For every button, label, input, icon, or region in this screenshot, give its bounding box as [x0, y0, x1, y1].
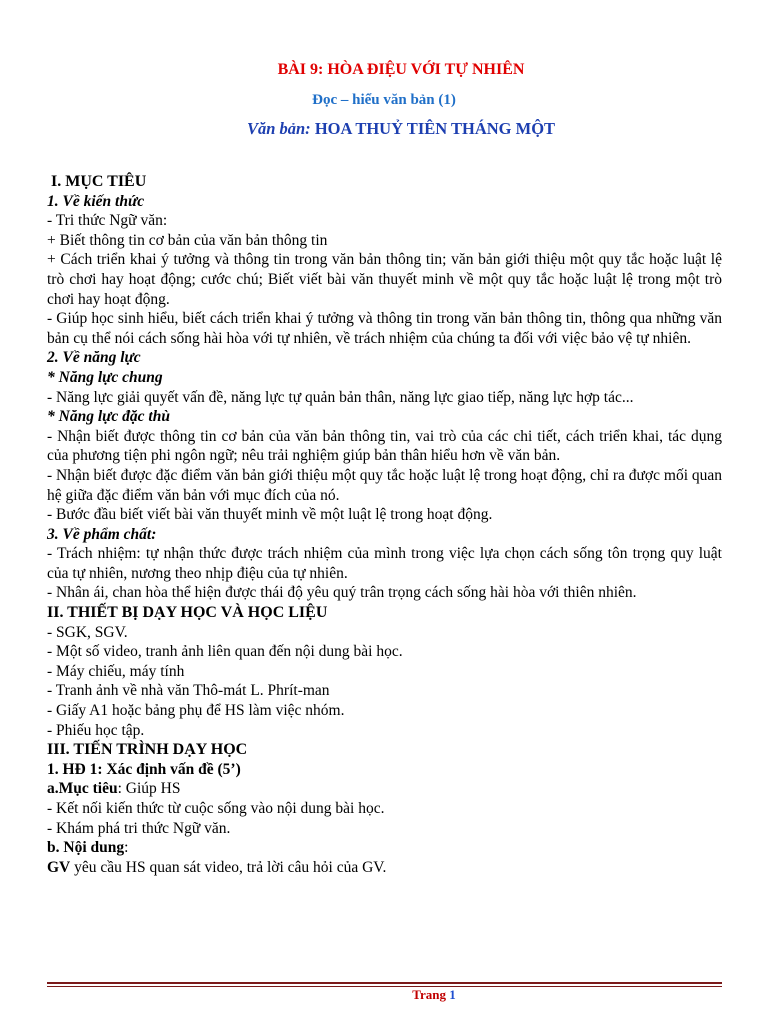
- objective-text: : Giúp HS: [117, 780, 181, 798]
- list-item: - Phiếu học tập.: [47, 721, 145, 739]
- page-number: 1: [449, 987, 456, 1002]
- list-item: - Một số video, tranh ảnh liên quan đến nội dung bài học.: [47, 643, 403, 661]
- paragraph: [47, 779, 722, 799]
- page-footer: [0, 987, 768, 1003]
- list-item: - Tranh ảnh về nhà văn Thô-mát L. Phrít-man: [47, 682, 330, 700]
- subheading-qualities: 3. Về phẩm chất:: [47, 525, 157, 543]
- lesson-title: BÀI 9: HÒA ĐIỆU VỚI TỰ NHIÊN: [277, 61, 525, 78]
- text-title-lead: Văn bản:: [246, 119, 311, 138]
- paragraph: + Cách triển khai ý tưởng và thông tin trong văn bản thông tin; văn bản giới thiệu một quy tắc hoặc luật lệ trò chơi hay hoạt động; cước chú; Biết viết bài văn thuyết minh về một quy tắc hoặc luật lệ trong một trò chơi hay hoạt động.: [47, 251, 722, 308]
- subheading-competence: 2. Về năng lực: [47, 349, 141, 367]
- subheading-general-competence: * Năng lực chung: [47, 368, 163, 386]
- label-objective: a.Mục tiêu: [47, 780, 118, 798]
- subheading-activity-1: 1. HĐ 1: Xác định vấn đề (5’): [47, 760, 241, 778]
- list-item: - Kết nối kiến thức từ cuộc sống vào nội dung bài học.: [47, 800, 385, 817]
- gv-text: yêu cầu HS quan sát video, trả lời câu hỏi của GV.: [70, 858, 387, 876]
- paragraph: - Năng lực giải quyết vấn đề, năng lực tự quản bản thân, năng lực giao tiếp, năng lực hợp tác...: [47, 388, 634, 406]
- page-label: Trang: [412, 987, 446, 1002]
- subheading-knowledge: 1. Về kiến thức: [47, 192, 145, 210]
- paragraph: - Tri thức Ngữ văn:: [47, 212, 168, 230]
- list-item: - Khám phá tri thức Ngữ văn.: [47, 819, 231, 837]
- paragraph: - Nhận biết được đặc điểm văn bản giới thiệu một quy tắc hoặc luật lệ trong hoạt động, chỉ ra được mối quan hệ giữa đặc điểm văn bản với mục đích của nó.: [47, 466, 722, 504]
- paragraph: - Bước đầu biết viết bài văn thuyết minh về một luật lệ trong hoạt động.: [47, 506, 493, 524]
- list-item: - Giấy A1 hoặc bảng phụ để HS làm việc nhóm.: [47, 702, 345, 720]
- label-gv: GV: [47, 858, 71, 876]
- section-heading-equipment: II. THIẾT BỊ DẠY HỌC VÀ HỌC LIỆU: [47, 604, 328, 622]
- subheading-specific-competence: * Năng lực đặc thù: [47, 408, 170, 426]
- section-heading-objectives: I. MỤC TIÊU: [51, 173, 147, 190]
- paragraph: - Giúp học sinh hiểu, biết cách triển khai ý tưởng và thông tin trong văn bản thông tin, thông qua những văn bản cụ thể nói cách sống hài hòa với tự nhiên, về trách nhiệm của chúng ta đối với việc bảo vệ tự nhiên.: [47, 310, 722, 347]
- document-body: [47, 172, 722, 877]
- paragraph: [47, 858, 722, 878]
- paragraph: - Trách nhiệm: tự nhận thức được trách nhiệm của mình trong việc lựa chọn cách sống tôn trọng quy luật của tự nhiên, nương theo nhịp điệu của tự nhiên.: [47, 545, 722, 582]
- list-item: - Máy chiếu, máy tính: [47, 662, 185, 680]
- list-item: - SGK, SGV.: [47, 623, 128, 641]
- text-title-line: [0, 119, 768, 139]
- paragraph: + Biết thông tin cơ bản của văn bản thông tin: [47, 231, 328, 249]
- footer-divider: [47, 982, 722, 984]
- content-colon: :: [124, 839, 129, 857]
- text-title: HOA THUỶ TIÊN THÁNG MỘT: [314, 119, 556, 138]
- lesson-subtitle: Đọc – hiểu văn bản (1): [312, 92, 456, 108]
- paragraph: - Nhận biết được thông tin cơ bản của văn bản thông tin, vai trò của các chi tiết, cách triển khai, tác dụng của phương tiện phi ngôn ngữ; nêu trải nghiệm giúp bản thân hiểu hơn về văn bản.: [47, 427, 722, 465]
- label-content: b. Nội dung: [47, 839, 125, 857]
- paragraph: [47, 838, 722, 858]
- paragraph: - Nhân ái, chan hòa thể hiện được thái độ yêu quý trân trọng cách sống hài hòa với thiên nhiên.: [47, 584, 637, 602]
- section-heading-process: III. TIẾN TRÌNH DẠY HỌC: [47, 741, 248, 759]
